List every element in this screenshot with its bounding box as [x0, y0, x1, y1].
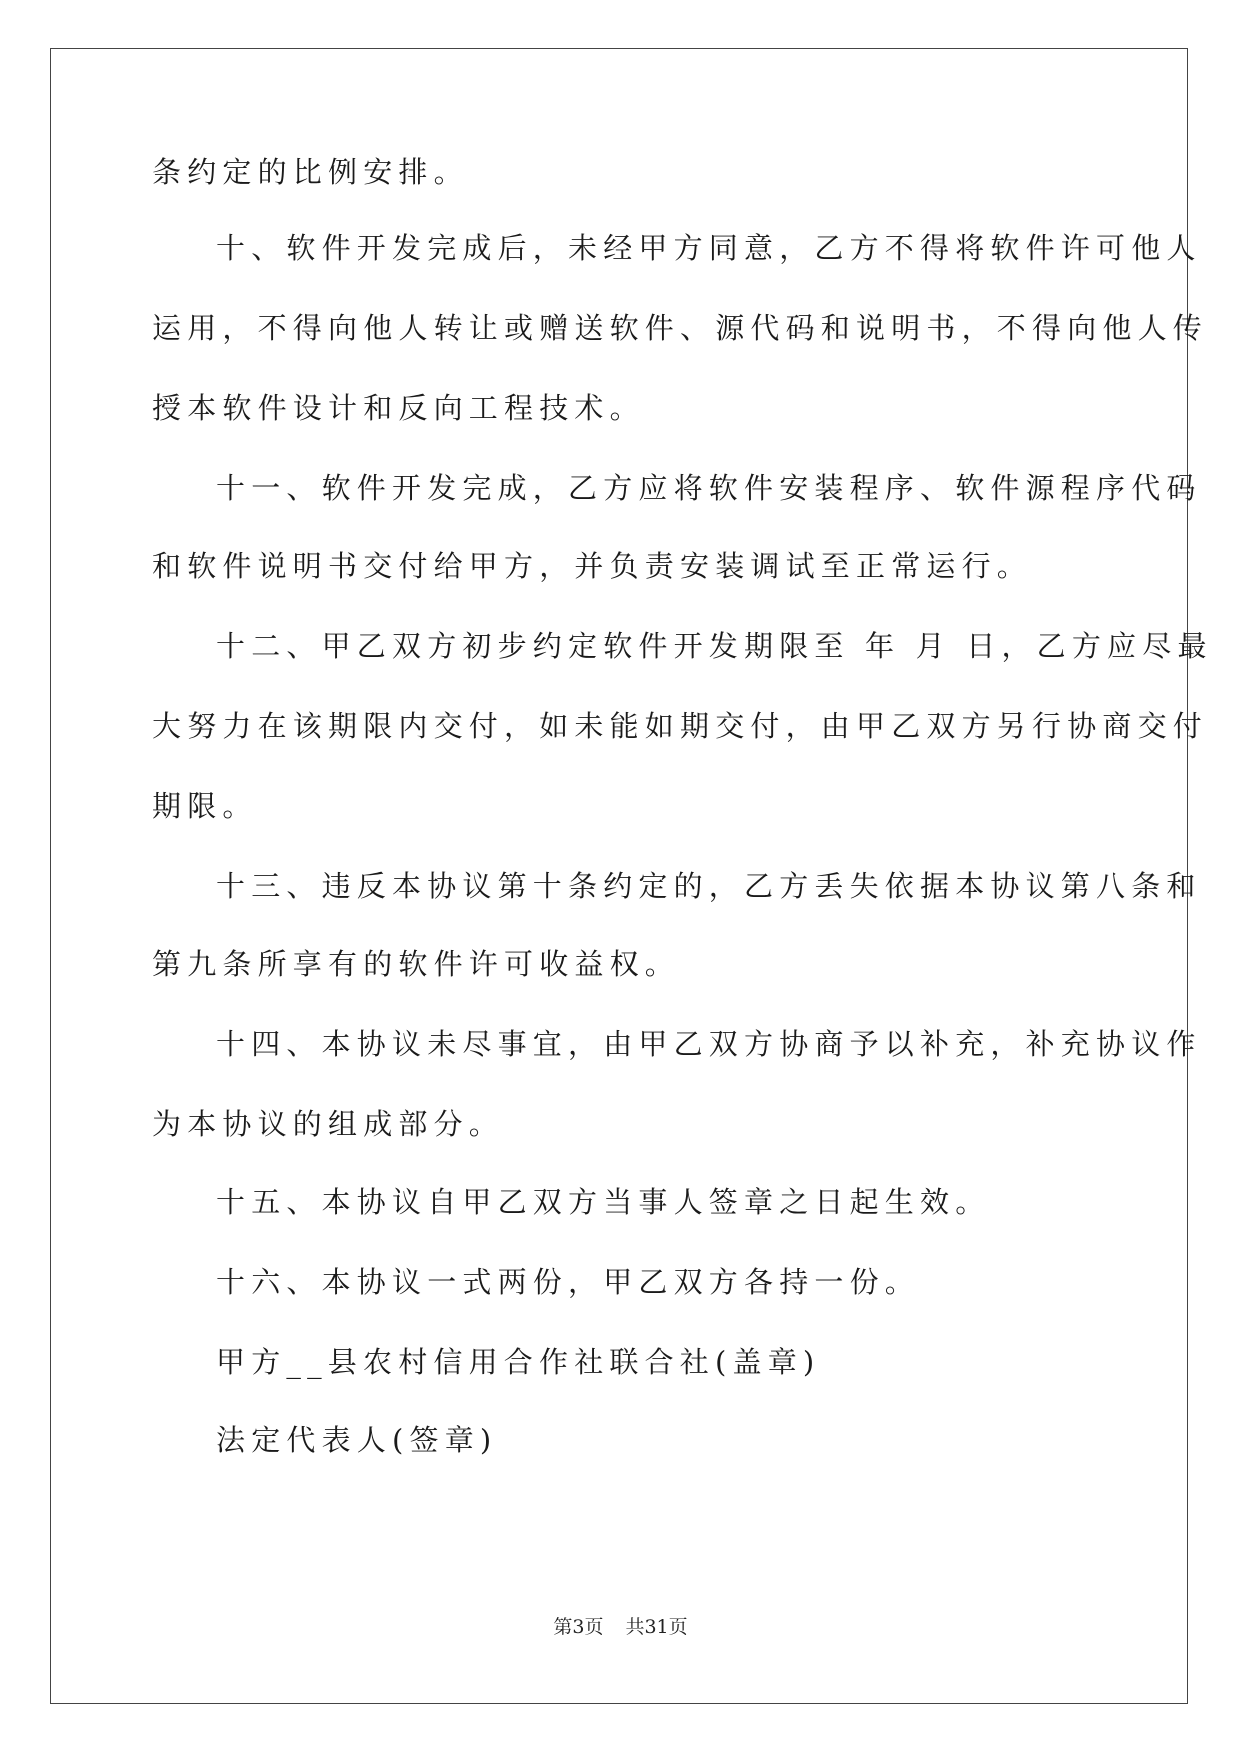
- text-line: 第九条所享有的软件许可收益权。: [152, 947, 681, 981]
- text-line: 十四、本协议未尽事宜，由甲乙双方协商予以补充，补充协议作: [216, 1027, 1202, 1061]
- text-line: 十、软件开发完成后，未经甲方同意，乙方不得将软件许可他人: [216, 231, 1202, 265]
- page-footer: [0, 1612, 1241, 1639]
- text-line: 十一、软件开发完成，乙方应将软件安装程序、软件源程序代码: [216, 471, 1202, 505]
- text-line: 十五、本协议自甲乙双方当事人签章之日起生效。: [216, 1185, 991, 1219]
- text-line: 十六、本协议一式两份，甲乙双方各持一份。: [216, 1265, 921, 1299]
- text-line: 十二、甲乙双方初步约定软件开发期限至 年 月 日，乙方应尽最: [216, 629, 1213, 663]
- text-line: 十三、违反本协议第十条约定的，乙方丢失依据本协议第八条和: [216, 869, 1202, 903]
- page-number: 第3页: [553, 1616, 604, 1638]
- text-line: 条约定的比例安排。: [152, 155, 469, 189]
- text-line: 甲方__县农村信用合作社联合社(盖章): [216, 1345, 821, 1379]
- text-line: 大努力在该期限内交付，如未能如期交付，由甲乙双方另行协商交付: [152, 709, 1209, 743]
- text-line: 为本协议的组成部分。: [152, 1107, 505, 1141]
- text-line: 授本软件设计和反向工程技术。: [152, 391, 645, 425]
- text-line: 运用，不得向他人转让或赠送软件、源代码和说明书，不得向他人传: [152, 311, 1209, 345]
- page-total: 共31页: [625, 1616, 688, 1638]
- text-line: 和软件说明书交付给甲方，并负责安装调试至正常运行。: [152, 549, 1033, 583]
- text-line: 期限。: [152, 789, 258, 823]
- text-line: 法定代表人(签章): [216, 1423, 498, 1457]
